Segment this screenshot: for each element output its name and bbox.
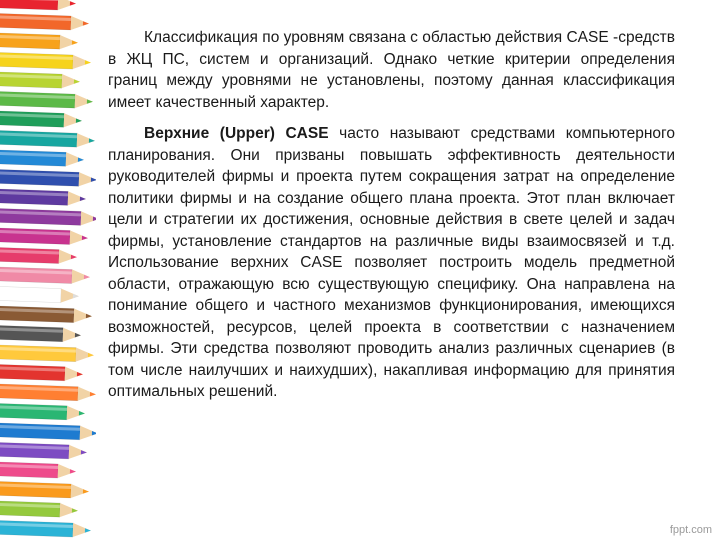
pencil: [0, 481, 89, 498]
pencil: [0, 267, 90, 284]
paragraph-upper-case: [108, 123, 675, 403]
pencil: [0, 111, 82, 128]
pencil: [0, 130, 95, 147]
pencil: [0, 189, 86, 206]
pencil: [0, 228, 88, 245]
pencil: [0, 325, 81, 342]
paragraph-classification: Классификация по уровням связана с областью действия CASE -средств в ЖЦ ПС, систем и организаций. Однако четкие критерии определения границ между уровнями не установлены, поэтому данная классификация имеет качественный характер.: [108, 29, 675, 111]
pencil: [0, 13, 89, 30]
pencil: [0, 520, 91, 537]
pencil: [0, 72, 80, 89]
pencil: [0, 501, 78, 518]
pencil: [0, 423, 96, 441]
pencil: [0, 91, 93, 108]
pencil: [0, 52, 91, 69]
pencil: [0, 462, 76, 479]
pencil: [0, 403, 85, 420]
pencil: [0, 345, 94, 362]
pencil: [0, 384, 96, 401]
upper-case-description: часто называют средствами компьютерного планирования. Они призваны повышать эффективность деятельности руководителей фирмы и проекта путем сокращения затрат на определение политики фирмы и на создание общего плана проекта. Этот план включает цели и стратегии их достижения, основные действия в свете целей и задач фирмы, установление стандартов на различные виды взаимосвязей и т.д. Использование верхних CASE позволяет построить модель предметной области, отражающую всю существующую специфику. Она направлена на понимание общего и частного механизмов функционирования, имеющихся возможностей, ресурсов, целей проекта в соответствии с назначением фирмы. Эти средства позволяют проводить анализ различных сценариев (в том числе наилучших и наихудших), накапливая информацию для принятия оптимальных решений.: [108, 125, 675, 400]
slide-text: [108, 27, 675, 403]
pencil: [0, 364, 83, 381]
pencil: [0, 150, 84, 167]
upper-case-term: Верхние (Upper) CASE: [144, 125, 329, 142]
pencil: [0, 286, 79, 303]
watermark-text: fppt.com: [669, 524, 712, 536]
pencil: [0, 247, 77, 264]
pencil: [0, 0, 76, 11]
pencil: [0, 442, 87, 459]
pencils-border: [0, 0, 96, 540]
pencil: [0, 33, 78, 50]
pencil: [0, 208, 96, 226]
pencil: [0, 306, 92, 323]
pencil: [0, 169, 96, 187]
